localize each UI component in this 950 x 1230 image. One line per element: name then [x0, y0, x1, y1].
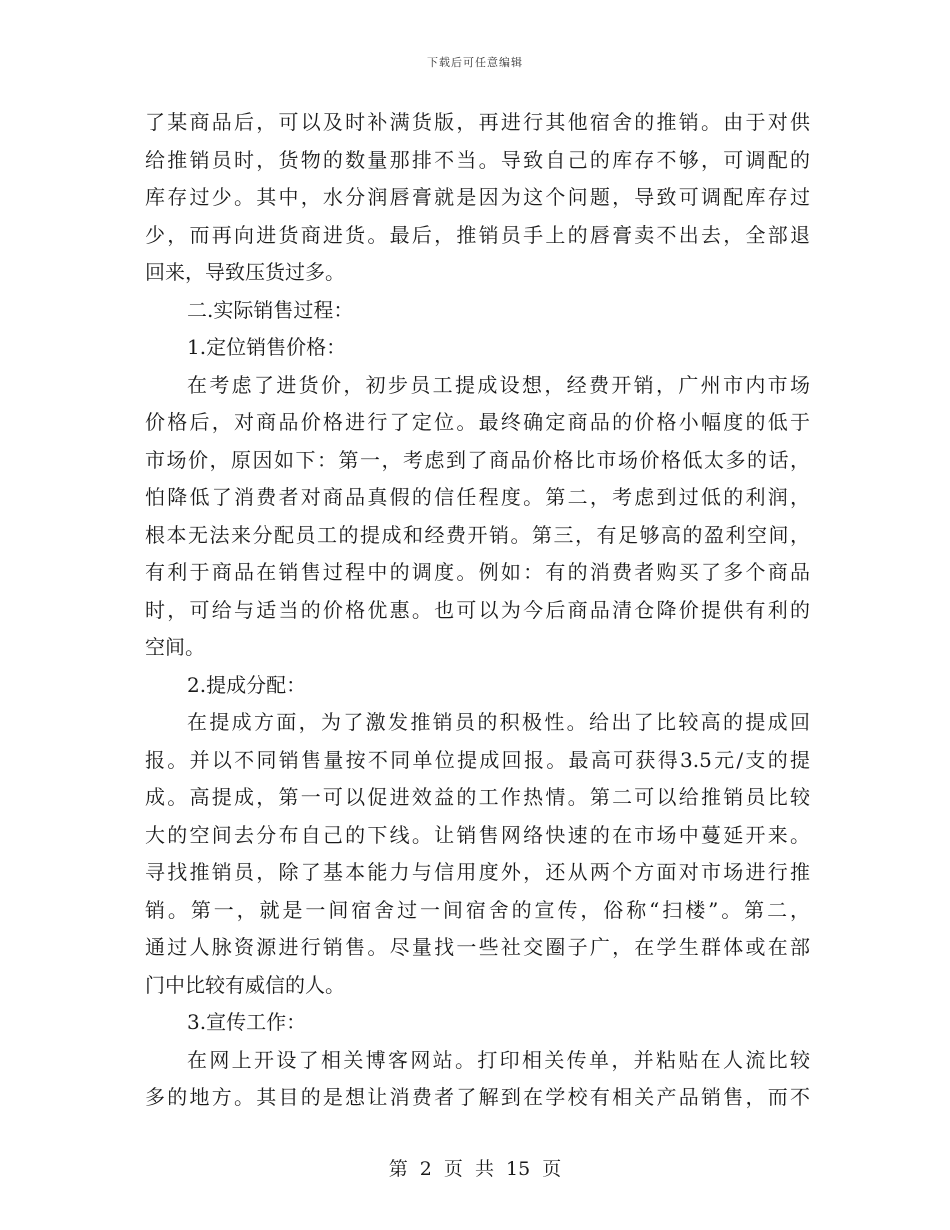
body-line: 在网上开设了相关博客网站。打印相关传单，并粘贴在人流比较	[187, 1047, 810, 1072]
body-line: 时，可给与适当的价格优惠。也可以为今后商品清仓降价提供有利的	[145, 597, 810, 622]
section-heading: 二.实际销售过程：	[187, 297, 354, 322]
body-line: 多的地方。其目的是想让消费者了解到在学校有相关产品销售，而不	[145, 1085, 810, 1109]
subsection-heading: 1.定位销售价格：	[187, 335, 347, 359]
document-body	[145, 104, 810, 1117]
body-line: 了某商品后，可以及时补满货版，再进行其他宿舍的推销。由于对供	[145, 110, 810, 134]
body-line: 根本无法来分配员工的提成和经费开销。第三，有足够高的盈利空间，	[145, 522, 810, 547]
subsection-heading: 3.宣传工作：	[187, 1010, 307, 1034]
body-line: 有利于商品在销售过程中的调度。例如：有的消费者购买了多个商品	[145, 560, 810, 584]
body-line: 给推销员时，货物的数量那排不当。导致自己的库存不够，可调配的	[145, 147, 810, 172]
body-line: 大的空间去分布自己的下线。让销售网络快速的在市场中蔓延开来。	[145, 822, 810, 847]
body-line: 在提成方面，为了激发推销员的积极性。给出了比较高的提成回	[187, 710, 810, 734]
body-line: 成。高提成，第一可以促进效益的工作热情。第二可以给推销员比较	[145, 785, 810, 809]
body-line: 少，而再向进货商进货。最后，推销员手上的唇膏卖不出去，全部退	[145, 222, 810, 247]
body-line: 空间。	[145, 635, 205, 659]
subsection-heading: 2.提成分配：	[187, 672, 307, 697]
body-line: 寻找推销员，除了基本能力与信用度外，还从两个方面对市场进行推	[145, 860, 810, 884]
body-line: 报。并以不同销售量按不同单位提成回报。最高可获得3.5元/支的提	[145, 747, 810, 772]
body-line: 门中比较有威信的人。	[145, 972, 345, 997]
body-line: 在考虑了进货价，初步员工提成设想，经费开销，广州市内市场	[187, 372, 810, 397]
page-number: 第 2 页 共 15 页	[388, 1158, 562, 1180]
body-line: 通过人脉资源进行销售。尽量找一些社交圈子广，在学生群体或在部	[145, 935, 810, 959]
body-line: 销。第一，就是一间宿舍过一间宿舍的宣传，俗称“扫楼”。第二，	[145, 897, 810, 922]
body-line: 回来，导致压货过多。	[145, 260, 345, 284]
body-line: 市场价，原因如下：第一，考虑到了商品价格比市场价格低太多的话，	[145, 447, 810, 472]
page-header-note: 下载后可任意编辑	[427, 56, 523, 69]
body-line: 怕降低了消费者对商品真假的信任程度。第二，考虑到过低的利润，	[145, 485, 810, 509]
body-line: 库存过少。其中，水分润唇膏就是因为这个问题，导致可调配库存过	[145, 185, 810, 209]
body-line: 价格后，对商品价格进行了定位。最终确定商品的价格小幅度的低于	[145, 410, 810, 434]
